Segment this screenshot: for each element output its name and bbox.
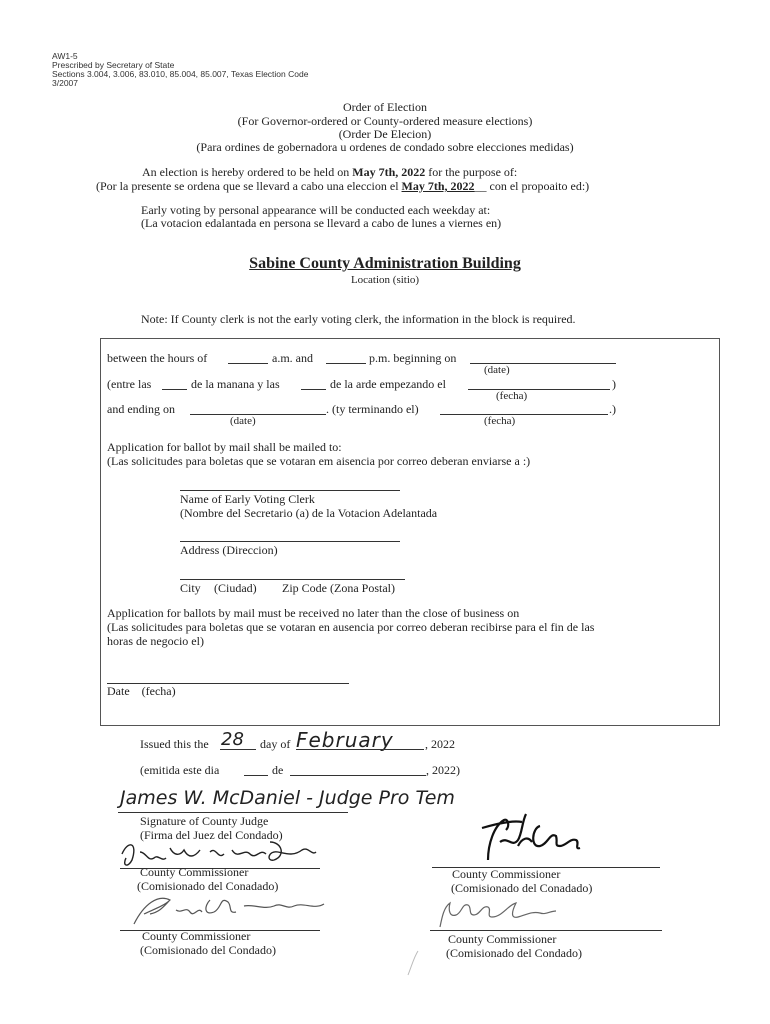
commissioner-4-line	[430, 930, 662, 931]
hours-en-3: p.m. beginning on	[369, 351, 457, 365]
judge-handwritten-signature: James W. McDaniel - Judge Pro Tem	[120, 787, 455, 809]
commissioner-1-es: (Comisionado del Conadado)	[137, 879, 279, 893]
hours-es-3: de la arde empezando el	[330, 377, 446, 391]
order-en: An election is hereby ordered to be held on May 7th, 2022 for the purpose of:	[142, 165, 518, 179]
hours-es-2: de la manana y las	[191, 377, 280, 391]
commissioner-2-en: County Commissioner	[452, 867, 561, 881]
issued-month-blank	[296, 749, 424, 750]
commissioner-4-signature	[420, 895, 580, 931]
judge-label-es: (Firma del Juez del Condado)	[140, 828, 283, 842]
date-fecha-label: Date (fecha)	[107, 684, 176, 698]
date-label-2: (date)	[230, 415, 256, 427]
hours-en-1: between the hours of	[107, 351, 208, 365]
commissioner-3-en: County Commissioner	[142, 929, 251, 943]
issued-year: , 2022	[425, 737, 455, 751]
issued-es-mid: de	[272, 763, 284, 777]
title-line4: (Para ordines de gobernadora u ordenes de condado sobre elecciones medidas)	[196, 140, 574, 154]
city-es-label: (Ciudad)	[214, 581, 257, 595]
es-pm-blank	[301, 389, 326, 390]
commissioner-2-signature	[478, 806, 588, 868]
received-es-2: horas de negocio el)	[107, 634, 204, 648]
received-en: Application for ballots by mail must be received no later than the close of business on	[107, 606, 520, 620]
issued-es-month-blank	[290, 775, 426, 776]
order-es-date: May 7th, 2022	[401, 179, 475, 193]
hours-es-1: (entre las	[107, 377, 152, 391]
judge-signature-line	[118, 812, 348, 813]
prescribed-line: Prescribed by Secretary of State	[52, 60, 175, 70]
issued-month: February	[296, 728, 394, 752]
mail-es: (Las solicitudes para boletas que se votaran em aisencia por correo deberan enviarse a :)	[107, 454, 531, 468]
clerk-name-line	[180, 490, 400, 491]
issued-es-prefix: (emitida este dia	[140, 763, 220, 777]
issued-day: 28	[221, 729, 244, 750]
order-es: (Por la presente se ordena que se llevard a cabo una eleccion el May 7th, 2022__ con el propoaito ed:)	[96, 179, 590, 193]
city-line	[180, 579, 405, 580]
form-date: 3/2007	[52, 78, 78, 88]
end-date-blank	[190, 414, 326, 415]
hours-es-close: )	[612, 377, 616, 391]
ending-close: .)	[609, 402, 616, 416]
commissioner-3-es: (Comisionado del Condado)	[140, 943, 276, 957]
order-en-date: May 7th, 2022	[352, 165, 426, 179]
am-blank	[228, 363, 268, 364]
zip-label: Zip Code (Zona Postal)	[282, 581, 395, 595]
issued-en-mid: day of	[260, 737, 291, 751]
date-label: (date)	[484, 364, 510, 376]
title-line3: (Order De Elecion)	[338, 127, 432, 141]
address-line	[180, 541, 400, 542]
form-id: AW1-5	[52, 51, 78, 61]
issued-day-blank	[220, 749, 256, 750]
location-name: Sabine County Administration Building	[249, 255, 521, 272]
commissioner-3-signature	[120, 890, 340, 930]
judge-label-en: Signature of County Judge	[140, 814, 269, 828]
es-end-date-blank	[440, 414, 608, 415]
commissioner-4-es: (Comisionado del Condado)	[446, 946, 582, 960]
clerk-en: Name of Early Voting Clerk	[180, 492, 315, 506]
title-line2: (For Governor-ordered or County-ordered measure elections)	[237, 114, 533, 128]
fecha-label-2: (fecha)	[484, 415, 516, 427]
es-am-blank	[162, 389, 187, 390]
ending-en: and ending on	[107, 402, 175, 416]
commissioner-1-en: County Commissioner	[140, 865, 249, 879]
es-begin-date-blank	[468, 389, 610, 390]
received-es-1: (Las solicitudes para boletas que se votaran en ausencia por correo deberan recibirse para el fin de las	[107, 620, 595, 634]
issued-en-prefix: Issued this the	[140, 737, 209, 751]
hours-en-2: a.m. and	[272, 351, 313, 365]
early-voting-en: Early voting by personal appearance will be conducted each weekday at:	[141, 203, 491, 217]
title-line1: Order of Election	[343, 100, 427, 114]
issued-es-day-blank	[244, 775, 268, 776]
commissioner-2-es: (Comisionado del Conadado)	[451, 881, 593, 895]
pm-blank	[326, 363, 366, 364]
mail-en: Application for ballot by mail shall be mailed to:	[107, 440, 342, 454]
note: Note: If County clerk is not the early voting clerk, the information in the block is required.	[141, 312, 576, 326]
sections-line: Sections 3.004, 3.006, 83.010, 85.004, 85.007, Texas Election Code	[52, 69, 309, 79]
early-voting-es: (La votacion edalantada en persona se llevard a cabo de lunes a viernes en)	[141, 216, 502, 230]
address-label: Address (Direccion)	[180, 543, 278, 557]
fecha-label: (fecha)	[496, 390, 528, 402]
location-label: Location (sitio)	[350, 274, 420, 286]
ending-es: . (ty terminando el)	[326, 402, 419, 416]
issued-es-year: , 2022)	[426, 763, 460, 777]
commissioner-4-en: County Commissioner	[448, 932, 557, 946]
early-voting-clerk-block	[100, 338, 720, 726]
clerk-es: (Nombre del Secretario (a) de la Votacion Adelantada	[180, 506, 438, 520]
city-label: City	[180, 581, 201, 595]
